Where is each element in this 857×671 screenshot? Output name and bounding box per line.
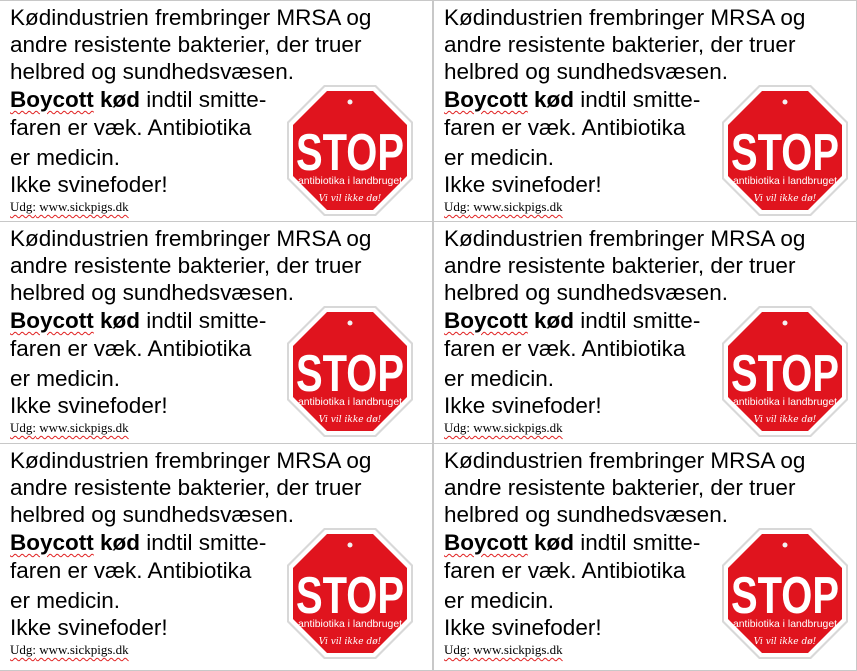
headline-line: Kødindustrien frembringer MRSA og <box>444 226 806 251</box>
boycott-word: Boycott <box>444 87 528 112</box>
body-line: er medicin. <box>444 366 555 391</box>
boycott-rest: indtil smitte- <box>140 87 267 112</box>
sign-sub-text: antibiotika i landbruget <box>733 618 838 630</box>
kod-word: kød <box>534 308 575 333</box>
sign-script-text: Vi vil ikke dø! <box>753 415 817 425</box>
flyer-card <box>433 0 857 222</box>
headline-line: andre resistente bakterier, der truer <box>10 475 362 500</box>
kod-word: kød <box>534 87 575 112</box>
headline-line: andre resistente bakterier, der truer <box>10 253 362 278</box>
headline-line: andre resistente bakterier, der truer <box>444 475 796 500</box>
sign-sub-text: antibiotika i landbruget <box>733 175 838 187</box>
udg-label: Udg: <box>444 199 470 214</box>
website-link: www.sickpigs.dk <box>470 420 563 435</box>
website-link: www.sickpigs.dk <box>470 199 563 214</box>
boycott-rest: indtil smitte- <box>140 308 267 333</box>
stop-sign-icon <box>721 84 849 217</box>
website-link: www.sickpigs.dk <box>470 642 563 657</box>
sign-main-text: STOP <box>296 345 404 403</box>
udg-label: Udg: <box>444 642 470 657</box>
slogan-line: Ikke svinefoder! <box>444 172 602 197</box>
udg-label: Udg: <box>444 420 470 435</box>
website-link: www.sickpigs.dk <box>36 420 129 435</box>
flyer-card <box>433 444 857 671</box>
stop-sign-icon <box>286 527 414 660</box>
publisher-line <box>10 420 129 436</box>
sign-sub-text: antibiotika i landbruget <box>298 618 403 630</box>
kod-word: kød <box>100 87 141 112</box>
body-line: faren er væk. Antibiotika <box>444 558 686 583</box>
flyer-card <box>0 0 433 222</box>
boycott-word: Boycott <box>10 87 94 112</box>
body-line: faren er væk. Antibiotika <box>444 336 686 361</box>
boycott-word: Boycott <box>10 308 94 333</box>
boycott-word: Boycott <box>10 530 94 555</box>
headline-line: helbred og sundhedsvæsen. <box>444 59 728 84</box>
body-line: faren er væk. Antibiotika <box>10 336 252 361</box>
body-line: er medicin. <box>10 366 121 391</box>
sign-main-text: STOP <box>731 124 839 182</box>
headline-line: Kødindustrien frembringer MRSA og <box>10 448 372 473</box>
publisher-line <box>10 199 129 215</box>
stop-sign-icon <box>721 527 849 660</box>
kod-word: kød <box>100 530 141 555</box>
udg-label: Udg: <box>10 420 36 435</box>
headline-line: Kødindustrien frembringer MRSA og <box>10 5 372 30</box>
headline-line: helbred og sundhedsvæsen. <box>10 59 294 84</box>
boycott-word: Boycott <box>444 530 528 555</box>
udg-label: Udg: <box>10 199 36 214</box>
sign-sub-text: antibiotika i landbruget <box>298 396 403 408</box>
boycott-line <box>10 86 266 113</box>
publisher-line <box>444 642 563 658</box>
stop-sign-icon <box>721 305 849 438</box>
body-line: faren er væk. Antibiotika <box>10 558 252 583</box>
slogan-line: Ikke svinefoder! <box>444 393 602 418</box>
headline-line: andre resistente bakterier, der truer <box>10 32 362 57</box>
body-line: faren er væk. Antibiotika <box>10 115 252 140</box>
boycott-rest: indtil smitte- <box>140 530 267 555</box>
body-line: er medicin. <box>444 145 555 170</box>
body-line: faren er væk. Antibiotika <box>444 115 686 140</box>
publisher-line <box>444 199 563 215</box>
headline-line: helbred og sundhedsvæsen. <box>10 502 294 527</box>
sign-main-text: STOP <box>731 345 839 403</box>
sign-main-text: STOP <box>731 567 839 625</box>
boycott-line <box>444 86 700 113</box>
sign-script-text: Vi vil ikke dø! <box>753 194 817 204</box>
kod-word: kød <box>534 530 575 555</box>
body-line: er medicin. <box>10 588 121 613</box>
sign-main-text: STOP <box>296 567 404 625</box>
headline-line: Kødindustrien frembringer MRSA og <box>444 448 806 473</box>
headline-line: Kødindustrien frembringer MRSA og <box>10 226 372 251</box>
kod-word: kød <box>100 308 141 333</box>
headline-line: Kødindustrien frembringer MRSA og <box>444 5 806 30</box>
sign-sub-text: antibiotika i landbruget <box>298 175 403 187</box>
slogan-line: Ikke svinefoder! <box>10 393 168 418</box>
publisher-line <box>444 420 563 436</box>
body-line: er medicin. <box>10 145 121 170</box>
udg-label: Udg: <box>10 642 36 657</box>
headline-line: helbred og sundhedsvæsen. <box>10 280 294 305</box>
boycott-rest: indtil smitte- <box>574 530 701 555</box>
boycott-word: Boycott <box>444 308 528 333</box>
headline-line: andre resistente bakterier, der truer <box>444 32 796 57</box>
sign-main-text: STOP <box>296 124 404 182</box>
sign-script-text: Vi vil ikke dø! <box>753 637 817 647</box>
sign-script-text: Vi vil ikke dø! <box>318 415 382 425</box>
boycott-rest: indtil smitte- <box>574 308 701 333</box>
flyer-card <box>0 222 433 444</box>
sign-script-text: Vi vil ikke dø! <box>318 637 382 647</box>
website-link: www.sickpigs.dk <box>36 199 129 214</box>
boycott-line <box>444 307 700 334</box>
boycott-line <box>10 307 266 334</box>
slogan-line: Ikke svinefoder! <box>444 615 602 640</box>
sign-sub-text: antibiotika i landbruget <box>733 396 838 408</box>
flyer-card <box>0 444 433 671</box>
headline-line: helbred og sundhedsvæsen. <box>444 502 728 527</box>
boycott-rest: indtil smitte- <box>574 87 701 112</box>
headline-line: andre resistente bakterier, der truer <box>444 253 796 278</box>
slogan-line: Ikke svinefoder! <box>10 172 168 197</box>
body-line: er medicin. <box>444 588 555 613</box>
sign-script-text: Vi vil ikke dø! <box>318 194 382 204</box>
publisher-line <box>10 642 129 658</box>
headline-line: helbred og sundhedsvæsen. <box>444 280 728 305</box>
website-link: www.sickpigs.dk <box>36 642 129 657</box>
boycott-line <box>10 529 266 556</box>
boycott-line <box>444 529 700 556</box>
slogan-line: Ikke svinefoder! <box>10 615 168 640</box>
stop-sign-icon <box>286 84 414 217</box>
flyer-card <box>433 222 857 444</box>
stop-sign-icon <box>286 305 414 438</box>
